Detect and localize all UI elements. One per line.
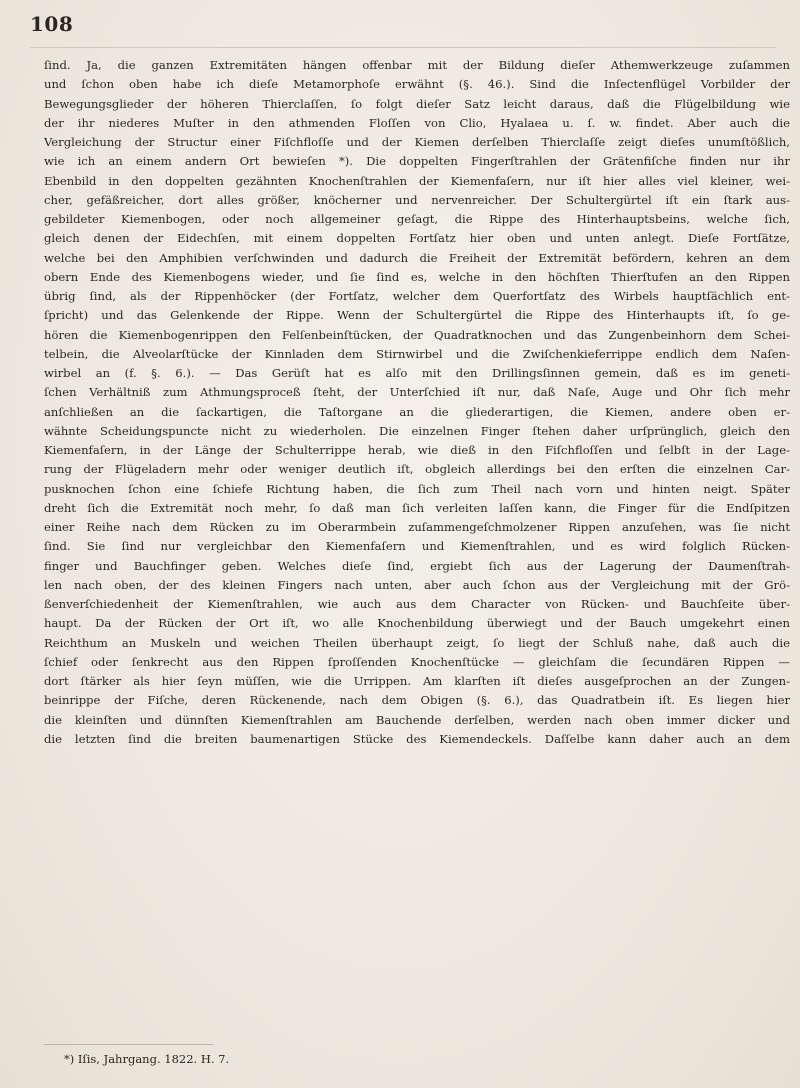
text-line: gleich denen der Eidechſen, mit einem doppelten Fortſatz hier oben und unten anlegt. Dieſe Fortſätze,	[44, 231, 790, 246]
page-number: 108	[30, 12, 74, 36]
text-line: ſchen Verhältniß zum Athmungsproceß ſteht, der Unterſchied iſt nur, daß Naſe, Auge und Ohr ſich mehr	[44, 385, 790, 400]
footnote-rule	[44, 1044, 214, 1045]
text-line: pusknochen ſchon eine ſchiefe Richtung haben, die ſich zum Theil nach vorn und hinten neigt. Später	[44, 481, 790, 496]
text-line: ſind. Ja, die ganzen Extremitäten hängen offenbar mit der Bildung dieſer Athemwerkzeuge zuſammen	[44, 58, 790, 72]
text-line: ſpricht) und das Gelenkende der Rippe. Wenn der Schultergürtel die Rippe des Hinterhaupts iſt, ſo ge-	[44, 308, 790, 323]
text-line: Vergleichung der Structur einer Fiſchfloſſe und der Kiemen derſelben Thierclaſſe zeigt dieſes unumſtößlich,	[44, 135, 790, 149]
text-line: hören die Kiemenbogenrippen den Felſenbeinſtücken, der Quadratknochen und das Zungenbeinhorn dem Schei-	[44, 327, 790, 342]
header-rule	[30, 47, 776, 48]
text-line: Kiemenfaſern, in der Länge der Schulterrippe herab, wie dieß in den Fiſchfloſſen und ſelbſt in der Lage-	[44, 443, 790, 457]
text-line: wirbel an (f. §. 6.). — Das Gerüſt hat es alſo mit den Drillingsſinnen gemein, daß es im geneti-	[44, 366, 790, 380]
text-line: beinrippe der Fiſche, deren Rückenende, nach dem Obigen (§. 6.), das Quadratbein iſt. Es liegen hier	[44, 693, 790, 708]
text-line: dort ſtärker als hier ſeyn müſſen, wie die Urrippen. Am klarſten iſt dieſes ausgeſprochen an der Zungen-	[44, 674, 790, 688]
text-line: übrig ſind, als der Rippenhöcker (der Fortſatz, welcher dem Querfortſatz des Wirbels hauptſächlich ent-	[44, 289, 790, 303]
text-line: die letzten ſind die breiten baumenartigen Stücke des Kiemendeckels. Daſſelbe kann daher auch an dem	[44, 731, 790, 746]
text-line: die kleinſten und dünnſten Kiemenſtrahlen am Bauchende derſelben, werden nach oben immer dicker und	[44, 712, 790, 727]
text-line: welche bei den Amphibien verſchwinden und dadurch die Freiheit der Extremität befördern, kehren an dem	[44, 250, 790, 265]
text-line: cher, gefäßreicher, dort alles größer, knöcherner und nervenreicher. Der Schultergürtel iſt ein ſtark aus-	[44, 192, 790, 207]
text-line: der ihr niederes Muſter in den athmenden Floſſen von Clio, Hyalaea u. ſ. w. findet. Aber auch die	[44, 115, 790, 130]
text-line: len nach oben, der des kleinen Fingers nach unten, aber auch ſchon aus der Vergleichung mit der Grö-	[44, 577, 790, 592]
text-line: ßenverſchiedenheit der Kiemenſtrahlen, wie auch aus dem Character von Rücken- und Bauchſeite über-	[44, 597, 790, 611]
footnote: *) Iſis, Jahrgang. 1822. H. 7.	[64, 1052, 230, 1066]
text-line: anſchließen an die ſackartigen, die Taſtorgane an die gliederartigen, die Kiemen, andere oben er-	[44, 404, 790, 419]
text-line: haupt. Da der Rücken der Ort iſt, wo alle Knochenbildung überwiegt und der Bauch umgekehrt einen	[44, 616, 790, 631]
text-line: Ebenbild in den doppelten gezähnten Knochenſtrahlen der Kiemenfaſern, nur iſt hier alles viel kleiner, wei-	[44, 173, 790, 188]
text-line: wie ich an einem andern Ort bewieſen *). Die doppelten Fingerſtrahlen der Grätenfiſche finden nur ihr	[44, 154, 790, 169]
text-line: finger und Bauchfinger geben. Welches dieſe ſind, ergiebt ſich aus der Lagerung der Daumenſtrah-	[44, 558, 790, 573]
text-line: ſind. Sie ſind nur vergleichbar den Kiemenfaſern und Kiemenſtrahlen, und es wird folglich Rücken-	[44, 539, 790, 554]
text-line: Bewegungsglieder der höheren Thierclaſſen, ſo folgt dieſer Satz leicht daraus, daß die Flügelbildung wie	[44, 96, 790, 111]
text-line: einer Reihe nach dem Rücken zu im Oberarmbein zuſammengeſchmolzener Rippen anzuſehen, was ſie nicht	[44, 520, 790, 534]
text-line: wähnte Scheidungspuncte nicht zu wiederholen. Die einzelnen Finger ſtehen daher urſprünglich, gleich den	[44, 423, 790, 438]
text-line: und ſchon oben habe ich dieſe Metamorphoſe erwähnt (§. 46.). Sind die Inſectenflügel Vorbilder der	[44, 77, 790, 92]
text-line: Reichthum an Muskeln und weichen Theilen überhaupt zeigt, ſo liegt der Schluß nahe, daß auch die	[44, 635, 790, 650]
body-text	[44, 56, 790, 749]
text-line: gebildeter Kiemenbogen, oder noch allgemeiner geſagt, die Rippe des Hinterhauptsbeins, welche ſich,	[44, 212, 790, 226]
text-line: obern Ende des Kiemenbogens wieder, und ſie ſind es, welche in den höchſten Thierſtufen an den Rippen	[44, 269, 790, 284]
text-line: ſchief oder ſenkrecht aus den Rippen ſproſſenden Knochenſtücke — gleichſam die ſecundären Rippen —	[44, 654, 790, 669]
text-line: rung der Flügeladern mehr oder weniger deutlich iſt, obgleich allerdings bei den erſten die einzelnen Car-	[44, 462, 790, 477]
text-line: dreht ſich die Extremität noch mehr, ſo daß man ſich verleiten laſſen kann, die Finger für die Endſpitzen	[44, 500, 790, 515]
text-line: telbein, die Alveolarſtücke der Kinnladen dem Stirnwirbel und die Zwiſchenkieferrippe endlich dem Naſen-	[44, 346, 790, 361]
